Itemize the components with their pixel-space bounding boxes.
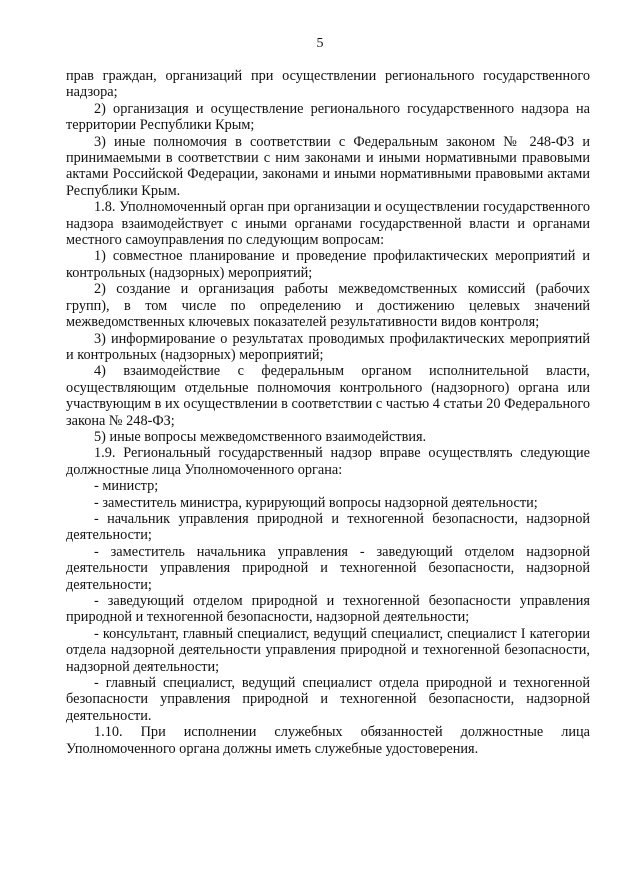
paragraph-1-9-chief-specialist: - главный специалист, ведущий специалист отдела природной и техногенной безопасности управления природной и техногенной безопасности, надзорной деятельности. xyxy=(66,675,590,724)
page-number: 5 xyxy=(316,36,324,51)
paragraph-1-9: 1.9. Региональный государственный надзор вправе осуществлять следующие должностные лица Уполномоченного органа: xyxy=(66,445,590,478)
paragraph-item-3-other-powers: 3) иные полномочия в соответствии с Федеральным законом № 248-ФЗ и принимаемыми в соответствии с ним законами и иными нормативными правовыми актами Российской Федерации, законами и иными нормативными правовыми актами Республики Крым. xyxy=(66,133,590,199)
document-body xyxy=(66,68,590,757)
paragraph-1-8-item-5: 5) иные вопросы межведомственного взаимодействия. xyxy=(94,428,427,445)
paragraph-1-9-consultant: - консультант, главный специалист, ведущий специалист, специалист I категории отдела надзорной деятельности управления природной и техногенной безопасности, надзорной деятельности; xyxy=(66,625,590,675)
paragraph-1-9-deputy-head: - заместитель начальника управления - заведующий отделом надзорной деятельности управления природной и техногенной безопасности, надзорной деятельности; xyxy=(66,543,590,593)
paragraph-1-8-item-1: 1) совместное планирование и проведение профилактических мероприятий и контрольных (надзорных) мероприятий; xyxy=(66,248,590,281)
paragraph-1-9-deputy-minister: - заместитель министра, курирующий вопросы надзорной деятельности; xyxy=(94,494,538,511)
paragraph-1-8-item-3: 3) информирование о результатах проводимых профилактических мероприятий и контрольных (надзорных) мероприятий; xyxy=(66,330,590,363)
paragraph-1-9-minister: - министр; xyxy=(94,478,159,495)
paragraph-1-8-item-2: 2) создание и организация работы межведомственных комиссий (рабочих групп), в том числе по определению и достижению целевых значений межведомственных ключевых показателей результативности видов контроля; xyxy=(66,281,590,331)
paragraph-1-10: 1.10. При исполнении служебных обязанностей должностные лица Уполномоченного органа должны иметь служебные удостоверения. xyxy=(66,724,590,757)
paragraph-item-2-organization: 2) организация и осуществление регионального государственного надзора на территории Республики Крым; xyxy=(66,100,590,134)
paragraph-1-9-head-of-department: - начальник управления природной и техногенной безопасности, надзорной деятельности; xyxy=(66,510,590,544)
paragraph-rights-continuation: прав граждан, организаций при осуществлении регионального государственного надзора; xyxy=(66,68,590,101)
paragraph-1-8-item-4: 4) взаимодействие с федеральным органом исполнительной власти, осуществляющим отдельные полномочия контрольного (надзорного) органа или участвующим в их осуществлении в соответствии с частью 4 статьи 20 Федерального закона № 248-ФЗ; xyxy=(66,363,590,429)
paragraph-1-8: 1.8. Уполномоченный орган при организации и осуществлении государственного надзора взаимодействует с иными органами государственной власти и органами местного самоуправления по следующим вопросам: xyxy=(66,199,590,249)
paragraph-1-9-head-of-division: - заведующий отделом природной и техногенной безопасности управления природной и техногенной безопасности, надзорной деятельности; xyxy=(66,593,590,626)
